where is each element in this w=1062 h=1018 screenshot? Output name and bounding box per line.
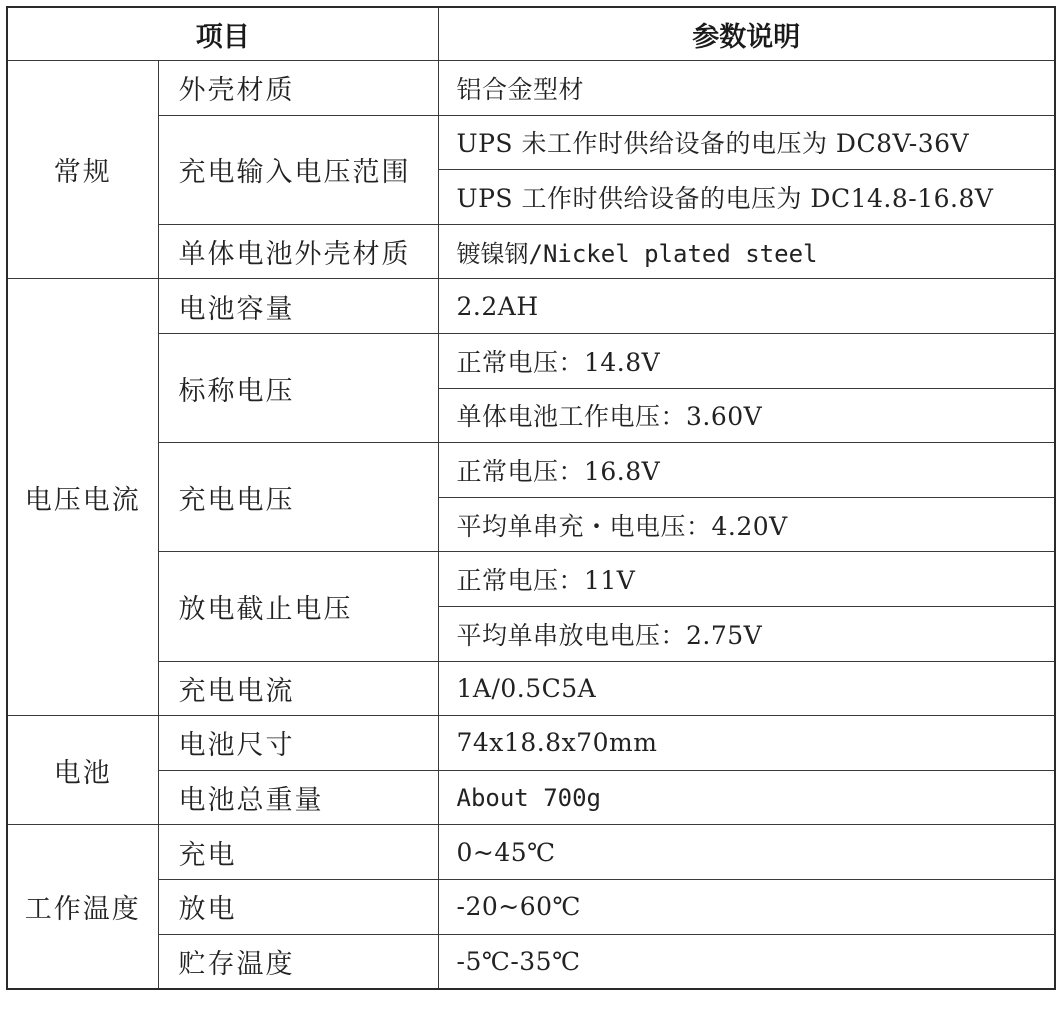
value-temp-charge: 0~45℃ bbox=[438, 825, 1055, 880]
value-capacity: 2.2AH bbox=[438, 279, 1055, 334]
value-charge-voltage-2: 平均单串充・电电压：4.20V bbox=[438, 497, 1055, 552]
item-cell-shell-material: 单体电池外壳材质 bbox=[158, 224, 438, 279]
item-discharge-cutoff: 放电截止电压 bbox=[158, 552, 438, 661]
table-row bbox=[7, 443, 1055, 498]
value-charge-voltage-1: 正常电压：16.8V bbox=[438, 443, 1055, 498]
table-row bbox=[7, 61, 1055, 116]
table-row bbox=[7, 661, 1055, 716]
group-general: 常规 bbox=[7, 61, 158, 279]
item-nominal-voltage: 标称电压 bbox=[158, 333, 438, 442]
table-row bbox=[7, 279, 1055, 334]
item-capacity: 电池容量 bbox=[158, 279, 438, 334]
value-battery-weight: About 700g bbox=[438, 770, 1055, 825]
value-battery-size: 74x18.8x70mm bbox=[438, 716, 1055, 771]
item-charge-voltage: 充电电压 bbox=[158, 443, 438, 552]
value-temp-discharge: -20~60℃ bbox=[438, 879, 1055, 934]
value-shell-material: 铝合金型材 bbox=[438, 61, 1055, 116]
table-row bbox=[7, 825, 1055, 880]
item-charge-current: 充电电流 bbox=[158, 661, 438, 716]
group-temperature: 工作温度 bbox=[7, 825, 158, 989]
table-row bbox=[7, 115, 1055, 170]
value-discharge-cutoff-1: 正常电压：11V bbox=[438, 552, 1055, 607]
group-battery: 电池 bbox=[7, 716, 158, 825]
table-header-row bbox=[7, 7, 1055, 61]
table-row bbox=[7, 879, 1055, 934]
value-charge-input-voltage-2: UPS 工作时供给设备的电压为 DC14.8-16.8V bbox=[438, 170, 1055, 225]
table-row bbox=[7, 552, 1055, 607]
item-battery-size: 电池尺寸 bbox=[158, 716, 438, 771]
item-charge-input-voltage: 充电输入电压范围 bbox=[158, 115, 438, 224]
table-row bbox=[7, 716, 1055, 771]
table-row bbox=[7, 333, 1055, 388]
header-item: 项目 bbox=[7, 7, 438, 61]
value-nominal-voltage-1: 正常电压：14.8V bbox=[438, 333, 1055, 388]
table-row bbox=[7, 934, 1055, 989]
value-charge-input-voltage-1: UPS 未工作时供给设备的电压为 DC8V-36V bbox=[438, 115, 1055, 170]
header-description: 参数说明 bbox=[438, 7, 1055, 61]
value-temp-storage: -5℃-35℃ bbox=[438, 934, 1055, 989]
value-discharge-cutoff-2: 平均单串放电电压：2.75V bbox=[438, 606, 1055, 661]
table-row bbox=[7, 224, 1055, 279]
item-temp-discharge: 放电 bbox=[158, 879, 438, 934]
item-battery-weight: 电池总重量 bbox=[158, 770, 438, 825]
value-cell-shell-material: 镀镍钢/Nickel plated steel bbox=[438, 224, 1055, 279]
item-temp-charge: 充电 bbox=[158, 825, 438, 880]
value-charge-current: 1A/0.5C5A bbox=[438, 661, 1055, 716]
spec-table bbox=[6, 6, 1056, 990]
value-nominal-voltage-2: 单体电池工作电压：3.60V bbox=[438, 388, 1055, 443]
table-row bbox=[7, 770, 1055, 825]
group-voltage-current: 电压电流 bbox=[7, 279, 158, 716]
item-temp-storage: 贮存温度 bbox=[158, 934, 438, 989]
item-shell-material: 外壳材质 bbox=[158, 61, 438, 116]
